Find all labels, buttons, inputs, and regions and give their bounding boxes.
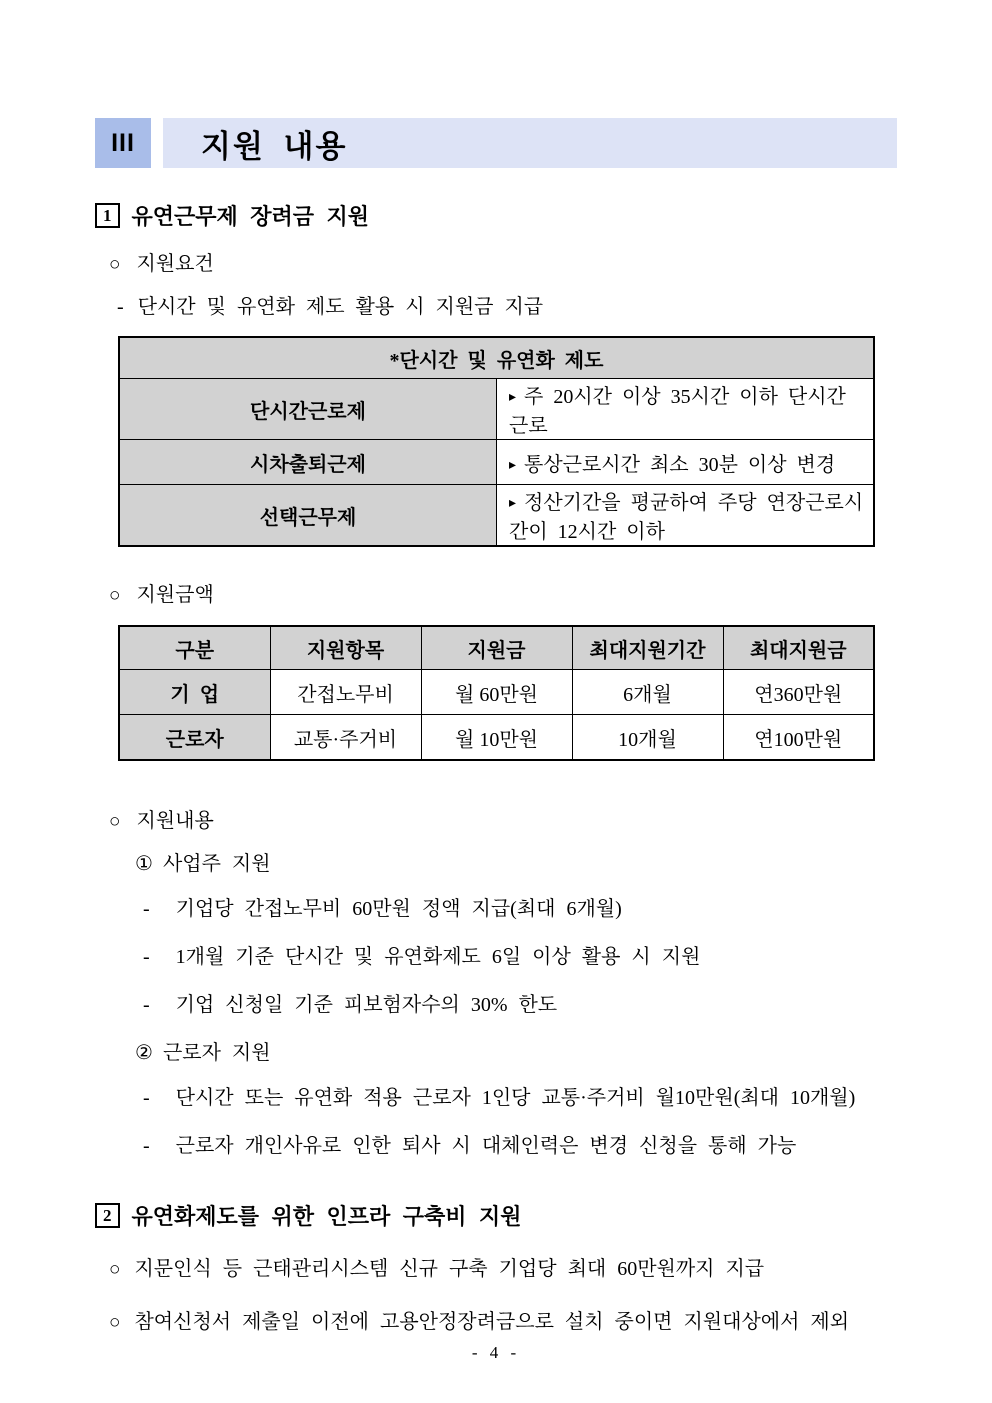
row-label: 시차출퇴근제 bbox=[119, 440, 497, 485]
table-cell: 10개월 bbox=[572, 715, 723, 761]
requirement-heading bbox=[109, 249, 897, 280]
requirement-detail: 단시간 및 유연화 제도 활용 시 지원금 지급 bbox=[137, 296, 544, 318]
employer-item bbox=[143, 891, 897, 927]
table-cell: 월 60만원 bbox=[421, 670, 572, 715]
column-header: 지원항목 bbox=[270, 626, 421, 670]
circle-bullet-icon: ○ bbox=[109, 585, 121, 606]
column-header: 최대지원기간 bbox=[572, 626, 723, 670]
table-cell: 교통·주거비 bbox=[270, 715, 421, 761]
table-header-row bbox=[119, 626, 874, 670]
circle-bullet-icon: ○ bbox=[109, 1259, 121, 1280]
triangle-bullet-icon: ▸ bbox=[509, 496, 517, 511]
dash-bullet-icon: - bbox=[143, 946, 150, 968]
circled-one-icon: ① bbox=[135, 853, 153, 875]
worker-item-text: 근로자 개인사유로 인한 퇴사 시 대체인력은 변경 신청을 통해 가능 bbox=[175, 1135, 797, 1157]
worker-item-text: 단시간 또는 유연화 적용 근로자 1인당 교통·주거비 월10만원(최대 10개월) bbox=[175, 1087, 856, 1109]
triangle-bullet-icon: ▸ bbox=[509, 390, 517, 405]
dash-bullet-icon: - bbox=[143, 898, 150, 920]
column-header: 최대지원금 bbox=[723, 626, 874, 670]
row-desc-text: 정산기간을 평균하여 주당 연장근로시간이 12시간 이하 bbox=[509, 492, 864, 543]
section-2-item-text: 참여신청서 제출일 이전에 고용안정장려금으로 설치 중이면 지원대상에서 제외 bbox=[134, 1311, 850, 1333]
row-desc bbox=[497, 440, 875, 485]
triangle-bullet-icon: ▸ bbox=[509, 457, 517, 473]
worker-item bbox=[143, 1128, 897, 1164]
requirement-label: 지원요건 bbox=[136, 253, 214, 275]
circle-bullet-icon: ○ bbox=[109, 254, 121, 275]
content-label: 지원내용 bbox=[136, 810, 214, 832]
table-cell: 연100만원 bbox=[723, 715, 874, 761]
section-1-heading bbox=[95, 200, 897, 231]
table-cell: 간접노무비 bbox=[270, 670, 421, 715]
section-2-boxed-number: 2 bbox=[95, 1203, 120, 1228]
row-desc-text: 통상근로시간 최소 30분 이상 변경 bbox=[524, 453, 836, 476]
amount-heading bbox=[109, 580, 897, 611]
content-heading bbox=[109, 806, 897, 837]
table-row bbox=[119, 337, 874, 379]
column-header: 지원금 bbox=[421, 626, 572, 670]
row-desc-text: 주 20시간 이상 35시간 이하 단시간 근로 bbox=[509, 386, 846, 437]
column-header: 구분 bbox=[119, 626, 270, 670]
chapter-title-bar bbox=[163, 118, 897, 168]
chapter-roman-numeral: III bbox=[95, 118, 151, 168]
amount-table bbox=[118, 625, 875, 761]
section-2-item-text: 지문인식 등 근태관리시스템 신규 구축 기업당 최대 60만원까지 지급 bbox=[134, 1258, 765, 1280]
dash-bullet-icon: - bbox=[143, 994, 150, 1016]
row-desc bbox=[497, 485, 875, 547]
table-row bbox=[119, 440, 874, 485]
table-cell: 6개월 bbox=[572, 670, 723, 715]
table-cell: 연360만원 bbox=[723, 670, 874, 715]
circled-two-icon: ② bbox=[135, 1042, 153, 1064]
circle-bullet-icon: ○ bbox=[109, 811, 121, 832]
flex-system-table bbox=[118, 336, 875, 547]
section-1-boxed-number: 1 bbox=[95, 203, 120, 228]
row-desc bbox=[497, 379, 875, 440]
dash-bullet-icon: - bbox=[143, 1087, 150, 1109]
table-cell: 월 10만원 bbox=[421, 715, 572, 761]
employer-item-text: 1개월 기준 단시간 및 유연화제도 6일 이상 활용 시 지원 bbox=[175, 946, 701, 968]
dash-bullet-icon: - bbox=[143, 1135, 150, 1157]
section-2-heading bbox=[95, 1200, 897, 1231]
table-row bbox=[119, 379, 874, 440]
employer-item-text: 기업 신청일 기준 피보험자수의 30% 한도 bbox=[175, 994, 558, 1016]
row-category: 근로자 bbox=[119, 715, 270, 761]
row-label: 선택근무제 bbox=[119, 485, 497, 547]
row-category: 기 업 bbox=[119, 670, 270, 715]
employer-support-heading bbox=[135, 849, 897, 879]
requirement-detail-line bbox=[117, 292, 897, 322]
worker-support-heading bbox=[135, 1038, 897, 1068]
section-2-title: 유연화제도를 위한 인프라 구축비 지원 bbox=[131, 1204, 522, 1229]
section-2-item bbox=[109, 1251, 897, 1288]
table-row bbox=[119, 485, 874, 547]
dash-bullet-icon: - bbox=[117, 296, 124, 318]
circle-bullet-icon: ○ bbox=[109, 1312, 121, 1333]
employer-item bbox=[143, 987, 897, 1023]
row-label: 단시간근로제 bbox=[119, 379, 497, 440]
worker-support-title: 근로자 지원 bbox=[162, 1042, 271, 1064]
section-2-item bbox=[109, 1304, 897, 1341]
worker-item bbox=[143, 1080, 897, 1116]
employer-support-title: 사업주 지원 bbox=[162, 853, 271, 875]
table-row bbox=[119, 715, 874, 761]
flex-system-table-title: *단시간 및 유연화 제도 bbox=[119, 337, 874, 379]
employer-item-text: 기업당 간접노무비 60만원 정액 지급(최대 6개월) bbox=[175, 898, 622, 920]
amount-label: 지원금액 bbox=[136, 584, 214, 606]
section-1-title: 유연근무제 장려금 지원 bbox=[131, 204, 370, 229]
chapter-header-gap bbox=[151, 118, 163, 168]
chapter-header bbox=[95, 118, 897, 168]
page-number: - 4 - bbox=[471, 1343, 521, 1362]
chapter-title: 지원 내용 bbox=[201, 128, 348, 164]
table-row bbox=[119, 670, 874, 715]
employer-item bbox=[143, 939, 897, 975]
